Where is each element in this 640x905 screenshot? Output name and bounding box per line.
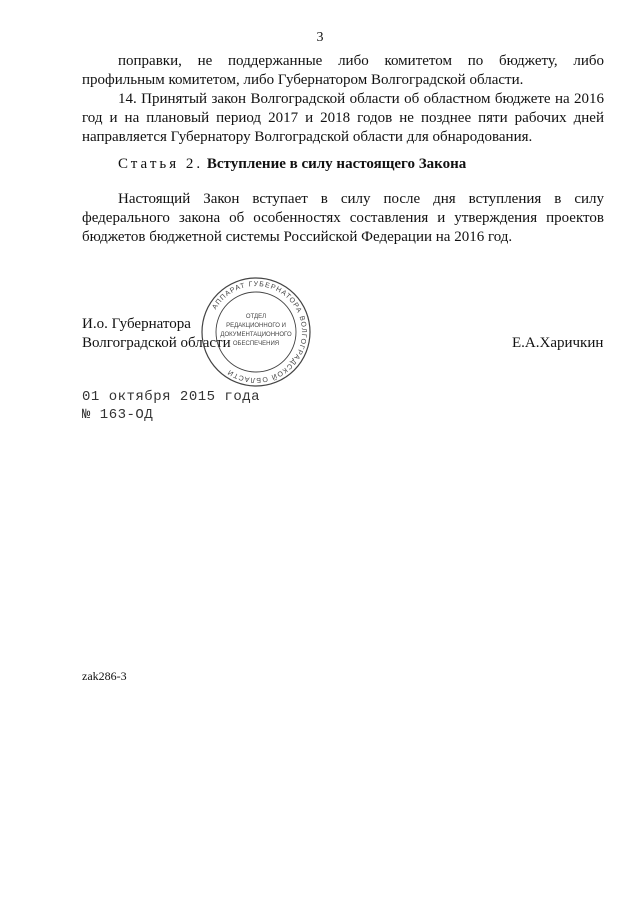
signature-title-line1: И.о. Губернатора — [82, 316, 191, 332]
article-label: Статья 2. — [118, 156, 204, 172]
stamp-line-2: РЕДАКЦИОННОГО И — [226, 323, 286, 329]
article-title: Вступление в силу настоящего Закона — [206, 156, 467, 172]
paragraph-item-14: 14. Принятый закон Волгоградской области об областном бюджете на 2016 год и на плановый период 2017 и 2018 годов не позднее пяти рабочих дней направляется Губернатору Волгоградской области для обнародования. — [82, 91, 604, 145]
paragraph-entry-into-force: Настоящий Закон вступает в силу после дня вступления в силу федерального закона об особенностях составления и утверждения проектов бюджетов бюджетной системы Российской Федерации на 2016 год. — [82, 191, 604, 245]
signature-title-line2: Волгоградской области — [82, 335, 231, 351]
stamp-outer-text: АППАРАТ ГУБЕРНАТОРА ВОЛГОГРАДСКОЙ ОБЛАСТИ — [211, 280, 308, 384]
document-code: zak286-3 — [82, 669, 127, 683]
signature-name: Е.А.Харичкин — [512, 335, 604, 351]
stamp-line-4: ОБЕСПЕЧЕНИЯ — [232, 341, 280, 347]
registration-date: 01 октября 2015 года — [82, 389, 261, 405]
stamp-line-1: ОТДЕЛ — [245, 314, 267, 320]
paragraph-amendments: поправки, не поддержанные либо комитетом по бюджету, либо профильным комитетом, либо Губернатором Волгоградской области. — [82, 53, 604, 88]
registration-number: № 163-ОД — [82, 407, 154, 423]
page-number: 3 — [316, 30, 324, 45]
official-stamp-seal — [200, 276, 312, 388]
article-heading — [118, 156, 466, 173]
stamp-line-3: ДОКУМЕНТАЦИОННОГО — [220, 332, 292, 338]
